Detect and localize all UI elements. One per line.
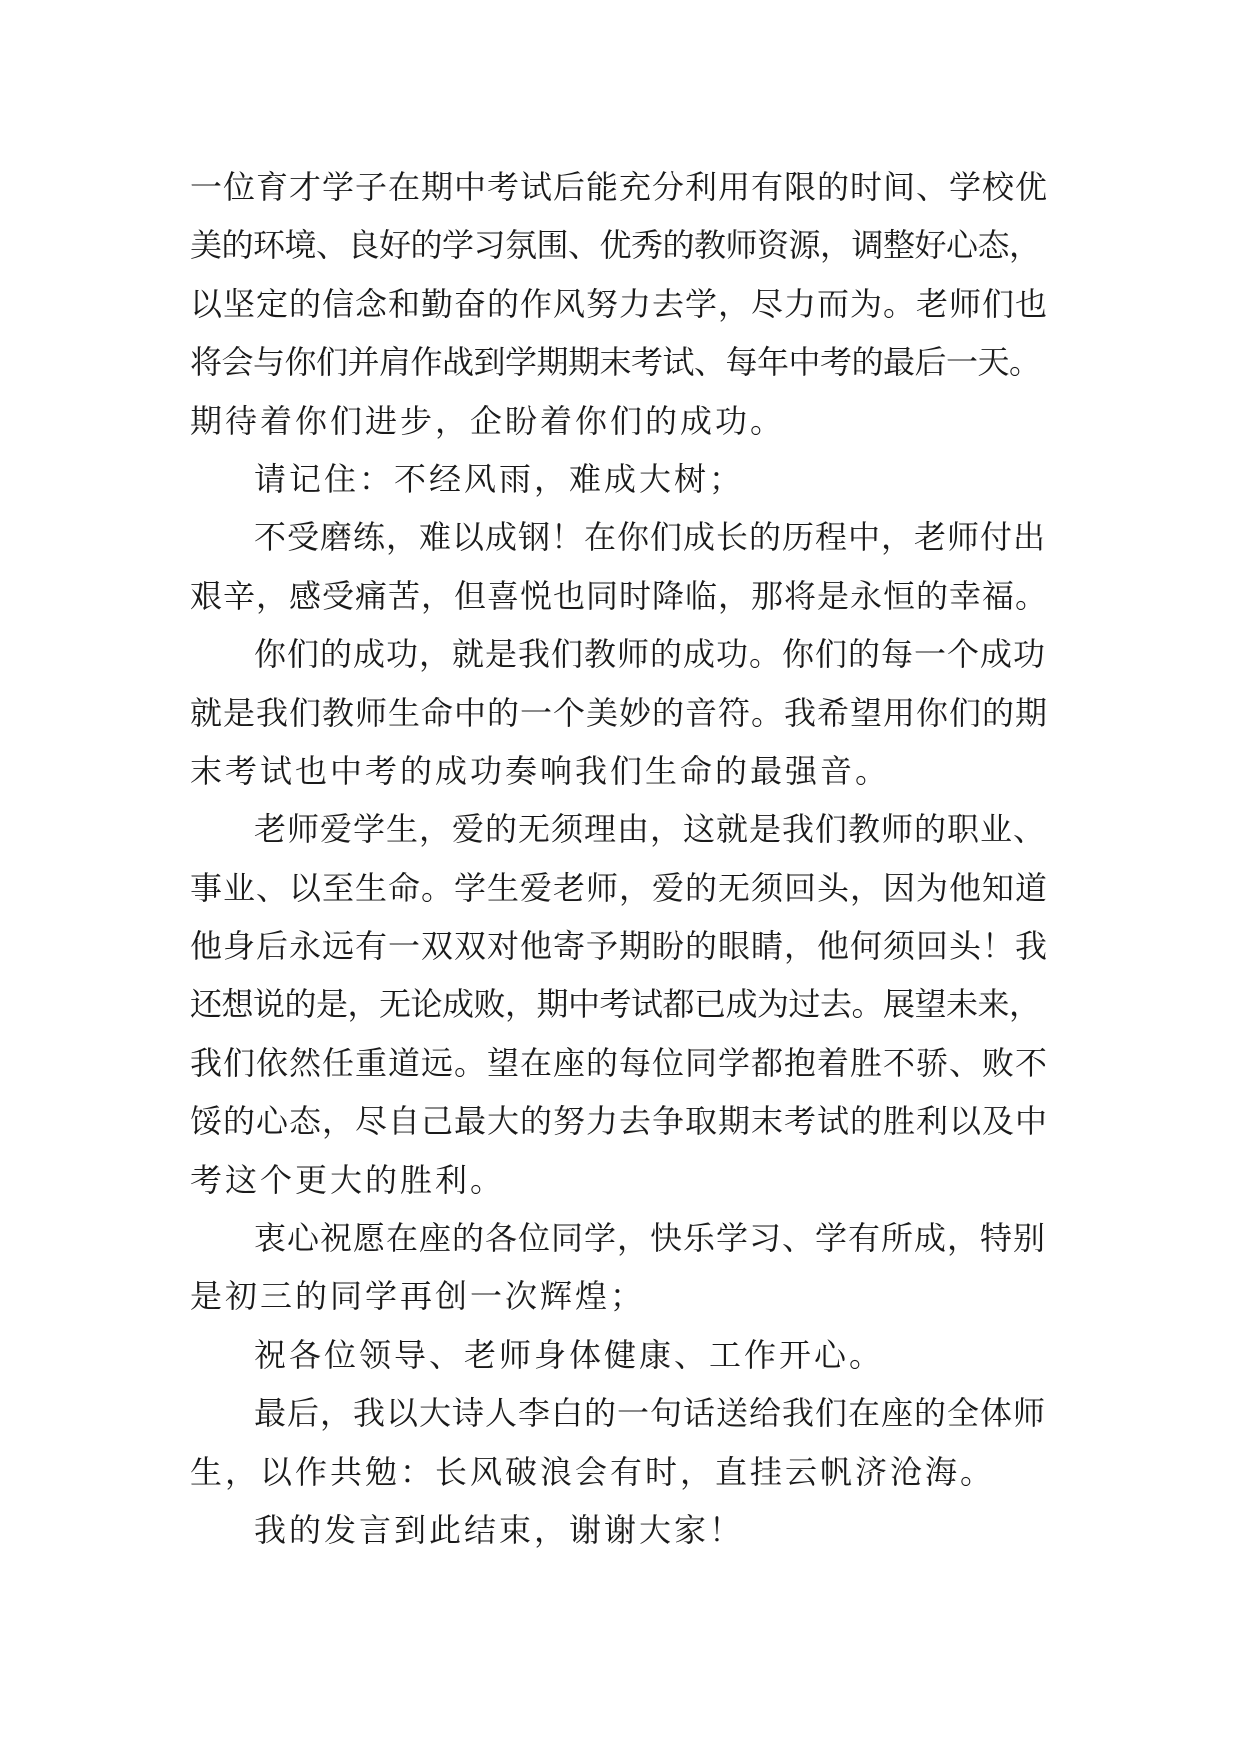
paragraph-first-line: 最后，我以大诗人李白的一句话送给我们在座的全体师 bbox=[254, 1394, 1047, 1433]
text-line: 将会与你们并肩作战到学期期末考试、每年中考的最后一天。 bbox=[190, 343, 1041, 382]
text-line: 考这个更大的胜利。 bbox=[190, 1160, 506, 1199]
paragraph-first-line: 你们的成功，就是我们教师的成功。你们的每一个成功 bbox=[254, 635, 1047, 674]
paragraph-first-line: 请记住：不经风雨，难成大树； bbox=[254, 459, 745, 498]
text-line: 以坚定的信念和勤奋的作风努力去学，尽力而为。老师们也 bbox=[190, 284, 1049, 323]
paragraph-first-line: 不受磨练，难以成钢！在你们成长的历程中，老师付出 bbox=[254, 518, 1047, 557]
text-line: 馁的心态，尽自己最大的努力去争取期末考试的胜利以及中 bbox=[190, 1102, 1049, 1141]
speech-body-text bbox=[190, 158, 1050, 1559]
paragraph-first-line: 祝各位领导、老师身体健康、工作开心。 bbox=[254, 1335, 885, 1374]
text-line: 他身后永远有一双双对他寄予期盼的眼睛，他何须回头！我 bbox=[190, 927, 1049, 966]
text-line: 艰辛，感受痛苦，但喜悦也同时降临，那将是永恒的幸福。 bbox=[190, 576, 1049, 615]
text-line: 还想说的是，无论成败，期中考试都已成为过去。展望未来， bbox=[190, 985, 1041, 1024]
text-line: 一位育才学子在期中考试后能充分利用有限的时间、学校优 bbox=[190, 168, 1049, 206]
paragraph-first-line: 老师爱学生，爱的无须理由，这就是我们教师的职业、 bbox=[254, 810, 1047, 849]
text-line: 我们依然任重道远。望在座的每位同学都抱着胜不骄、败不 bbox=[190, 1043, 1049, 1082]
paragraph-first-line: 我的发言到此结束，谢谢大家！ bbox=[254, 1510, 745, 1549]
text-line: 期待着你们进步，企盼着你们的成功。 bbox=[190, 401, 786, 440]
text-line: 末考试也中考的成功奏响我们生命的最强音。 bbox=[190, 751, 891, 790]
text-line: 生，以作共勉：长风破浪会有时，直挂云帆济沧海。 bbox=[190, 1452, 996, 1491]
text-line: 就是我们教师生命中的一个美妙的音符。我希望用你们的期 bbox=[190, 693, 1049, 732]
text-line: 是初三的同学再创一次辉煌； bbox=[190, 1277, 646, 1316]
paragraph-first-line: 衷心祝愿在座的各位同学，快乐学习、学有所成，特别 bbox=[254, 1219, 1047, 1258]
text-line: 事业、以至生命。学生爱老师，爱的无须回头，因为他知道 bbox=[190, 868, 1049, 907]
text-line: 美的环境、良好的学习氛围、优秀的教师资源，调整好心态， bbox=[190, 226, 1041, 265]
